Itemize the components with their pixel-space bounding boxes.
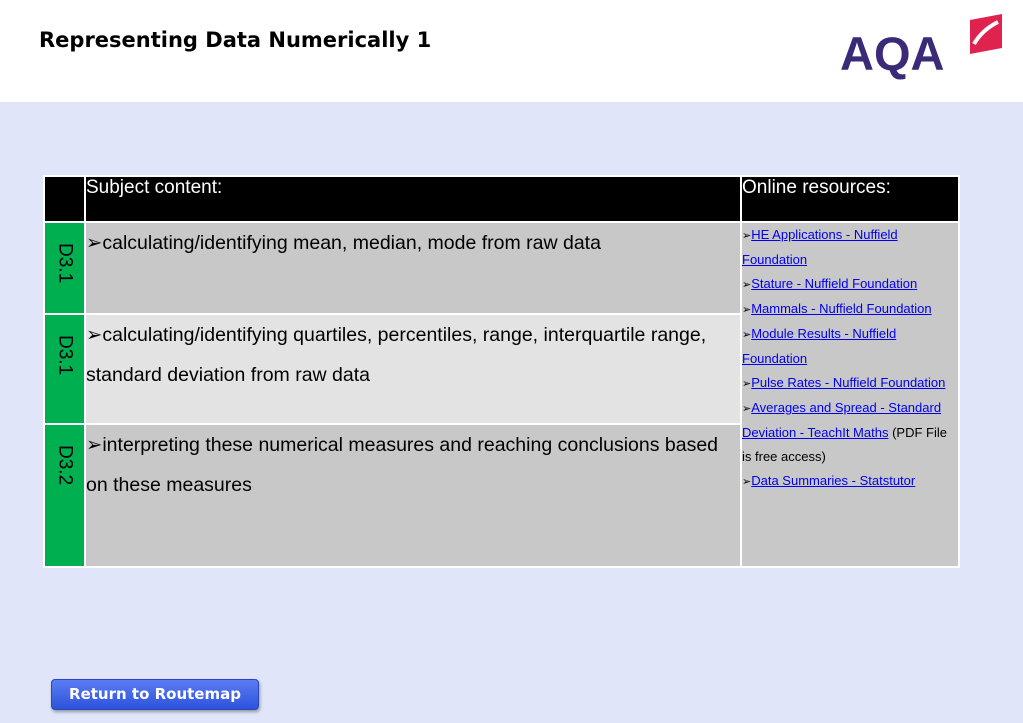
code-cell <box>44 314 85 424</box>
code-label: D3.1 <box>54 243 76 284</box>
logo-text: AQA <box>840 27 945 80</box>
content-text: calculating/identifying mean, median, mode from raw data <box>102 232 601 254</box>
content-cell <box>85 314 741 424</box>
bullet-icon: ➢ <box>86 434 103 456</box>
resource-item <box>742 469 958 494</box>
code-label: D3.1 <box>54 335 76 376</box>
content-cell <box>85 222 741 314</box>
code-label: D3.2 <box>54 445 76 486</box>
code-cell <box>44 222 85 314</box>
table-header-row <box>44 176 959 222</box>
bullet-icon: ➢ <box>742 476 752 488</box>
bullet-icon: ➢ <box>86 232 103 254</box>
bullet-icon: ➢ <box>742 304 752 316</box>
resource-item <box>742 396 958 469</box>
bullet-icon: ➢ <box>742 230 752 242</box>
header <box>0 0 1023 102</box>
bullet-icon: ➢ <box>742 403 752 415</box>
bullet-icon: ➢ <box>742 279 752 291</box>
content-table <box>43 175 960 568</box>
header-code-cell <box>44 176 85 222</box>
bullet-icon: ➢ <box>742 329 752 341</box>
resource-link[interactable]: Pulse Rates - Nuffield Foundation <box>751 375 946 390</box>
resource-link[interactable]: HE Applications - Nuffield Foundation <box>742 227 898 267</box>
resource-link[interactable]: Mammals - Nuffield Foundation <box>751 301 932 316</box>
page-title: Representing Data Numerically 1 <box>39 28 432 52</box>
logo-mark-icon <box>968 14 1004 54</box>
header-online-resources: Online resources: <box>741 176 959 222</box>
resource-item <box>742 223 958 272</box>
resource-link[interactable]: Data Summaries - Statstutor <box>751 473 916 488</box>
aqa-logo <box>840 14 1006 80</box>
resource-link[interactable]: Averages and Spread - Standard Deviation - TeachIt Maths <box>742 400 942 440</box>
return-to-routemap-button[interactable]: Return to Routemap <box>51 679 259 710</box>
resource-link[interactable]: Stature - Nuffield Foundation <box>751 276 918 291</box>
bullet-icon: ➢ <box>86 324 103 346</box>
content-text: interpreting these numerical measures and reaching conclusions based on these measures <box>86 434 719 496</box>
content-text: calculating/identifying quartiles, percentiles, range, interquartile range, standard deviation from raw data <box>86 324 707 386</box>
resources-cell <box>741 222 959 567</box>
resource-note: (PDF File is free access) <box>742 425 947 464</box>
resource-item <box>742 371 958 396</box>
header-subject-content: Subject content: <box>85 176 741 222</box>
resource-item <box>742 297 958 322</box>
resource-item <box>742 272 958 297</box>
code-cell <box>44 424 85 567</box>
table-row <box>44 222 959 314</box>
resource-item <box>742 322 958 371</box>
content-cell <box>85 424 741 567</box>
resource-link[interactable]: Module Results - Nuffield Foundation <box>742 326 897 366</box>
bullet-icon: ➢ <box>742 378 752 390</box>
